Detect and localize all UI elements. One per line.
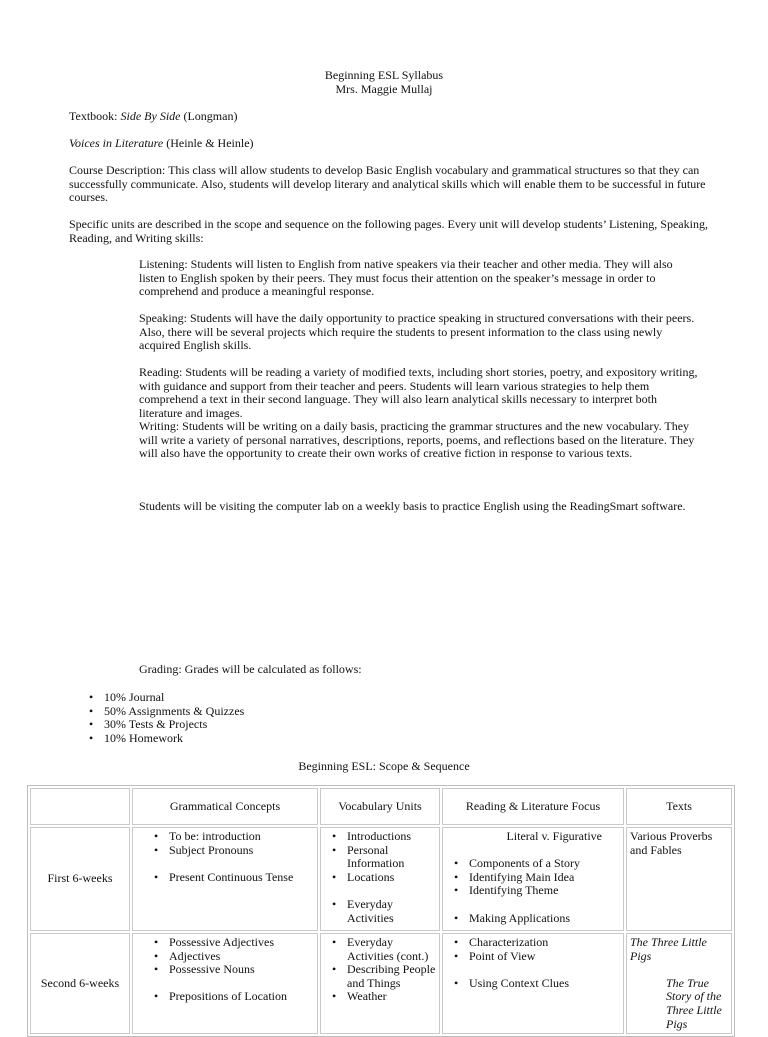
vocabulary-list: [329, 936, 436, 1004]
scope-sequence-table: [27, 785, 735, 1037]
course-description: Course Description: This class will allow students to develop Basic English vocabulary and grammatical structures so that they can successfully communicate. Also, students will develop literary and analytical skills which will enable them to be successful in future courses.: [69, 163, 706, 205]
grading-item: • 30% Tests & Projects: [86, 718, 244, 732]
list-item: • Locations: [329, 871, 436, 885]
textbook-line: [69, 110, 237, 124]
teacher-name: Mrs. Maggie Mullaj: [335, 82, 433, 96]
period-cell: Second 6-weeks: [30, 933, 130, 1034]
secondary-text-publisher: (Heinle & Heinle): [166, 136, 254, 150]
list-item: • Everyday Activities (cont.): [329, 936, 436, 963]
grammar-cell: [132, 827, 318, 931]
grading-intro: Grading: Grades will be calculated as follows:: [139, 662, 362, 676]
list-item: • Weather: [329, 990, 436, 1004]
list-item: • Personal Information: [329, 844, 436, 871]
reading-list: [451, 936, 620, 963]
vocabulary-cell: [320, 827, 440, 931]
writing-paragraph: Writing: Students will be writing on a daily basis, practicing the grammar structures and the new vocabulary. They will write a variety of personal narratives, descriptions, reports, poems, and reflections based on the literature. They will also have the opportunity to create their own works of creative fiction in response to various texts.: [139, 419, 695, 461]
list-item: • Identifying Main Idea: [451, 871, 620, 885]
textbook-title: Side By Side: [120, 109, 181, 123]
textbook-label: Textbook:: [69, 109, 118, 123]
header-cell-reading: Reading & Literature Focus: [442, 788, 624, 825]
document-title: Beginning ESL Syllabus: [324, 68, 444, 82]
header-cell-vocabulary: Vocabulary Units: [320, 788, 440, 825]
list-item: • Everyday Activities: [329, 898, 436, 925]
secondary-text-line: [69, 137, 254, 151]
reading-heading: Literal v. Figurative: [506, 829, 602, 843]
list-item: • Identifying Theme: [451, 884, 620, 898]
grammar-list: [151, 990, 314, 1004]
header-cell-texts: Texts: [626, 788, 732, 825]
grammar-list: [151, 936, 314, 977]
textbook-publisher: (Longman): [183, 109, 238, 123]
list-item: • Components of a Story: [451, 857, 620, 871]
list-item: • Prepositions of Location: [151, 990, 314, 1004]
list-item: • Using Context Clues: [451, 977, 620, 991]
secondary-text-title: Voices in Literature: [69, 136, 164, 150]
grammar-list: [151, 830, 314, 857]
vocabulary-cell: [320, 933, 440, 1034]
list-item: • To be: introduction: [151, 830, 314, 844]
table-row: [30, 827, 732, 931]
texts-cell: [626, 933, 732, 1034]
speaking-paragraph: Speaking: Students will have the daily opportunity to practice speaking in structured conversations with their peers. Also, there will be several projects which require the students to present information to the class using newly acquired English skills.: [139, 311, 695, 353]
listening-paragraph: Listening: Students will listen to English from native speakers via their teacher and other media. They will also listen to English spoken by their peers. They must focus their attention on the speaker’s message in order to comprehend and produce a meaningful response.: [139, 257, 673, 299]
reading-cell: [442, 827, 624, 931]
list-item: • Possessive Adjectives: [151, 936, 314, 950]
list-item: • Point of View: [451, 950, 620, 964]
reading-cell: [442, 933, 624, 1034]
vocabulary-list: [329, 830, 436, 884]
vocabulary-list: [329, 898, 436, 925]
grammar-cell: [132, 933, 318, 1034]
list-item: • Present Continuous Tense: [151, 871, 314, 885]
scope-title: Beginning ESL: Scope & Sequence: [298, 759, 470, 773]
reading-list: [451, 912, 620, 926]
reading-list: [451, 977, 620, 991]
grammar-list: [151, 871, 314, 885]
units-intro: Specific units are described in the scope and sequence on the following pages. Every unit will develop students’ Listening, Speaking, Reading, and Writing skills:: [69, 217, 708, 245]
list-item: • Introductions: [329, 830, 436, 844]
header-cell-empty: [30, 788, 130, 825]
reading-list: [451, 857, 620, 898]
grading-item: • 50% Assignments & Quizzes: [86, 705, 244, 719]
reading-paragraph: Reading: Students will be reading a variety of modified texts, including short stories, poetry, and expository writing, with guidance and support from their teacher and peers. Students will learn various strategies to help them comprehend a text in their second language. They will also learn analytical skills necessary to interpret both literature and images.: [139, 365, 698, 420]
list-item: • Characterization: [451, 936, 620, 950]
texts-cell: Various Proverbs and Fables: [626, 827, 732, 931]
header-cell-grammar: Grammatical Concepts: [132, 788, 318, 825]
text-title: The Three Little Pigs: [630, 935, 707, 963]
grading-item: • 10% Homework: [86, 732, 244, 746]
list-item: • Adjectives: [151, 950, 314, 964]
table-row: [30, 933, 732, 1034]
list-item: • Subject Pronouns: [151, 844, 314, 858]
computer-lab-note: Students will be visiting the computer lab on a weekly basis to practice English using the ReadingSmart software.: [139, 499, 686, 513]
grading-item: • 10% Journal: [86, 691, 244, 705]
grading-list: [86, 691, 244, 745]
list-item: • Describing People and Things: [329, 963, 436, 990]
table-header-row: [30, 788, 732, 825]
list-item: • Making Applications: [451, 912, 620, 926]
list-item: • Possessive Nouns: [151, 963, 314, 977]
period-cell: First 6-weeks: [30, 827, 130, 931]
text-title: The True Story of the Three Little Pigs: [666, 975, 722, 1031]
